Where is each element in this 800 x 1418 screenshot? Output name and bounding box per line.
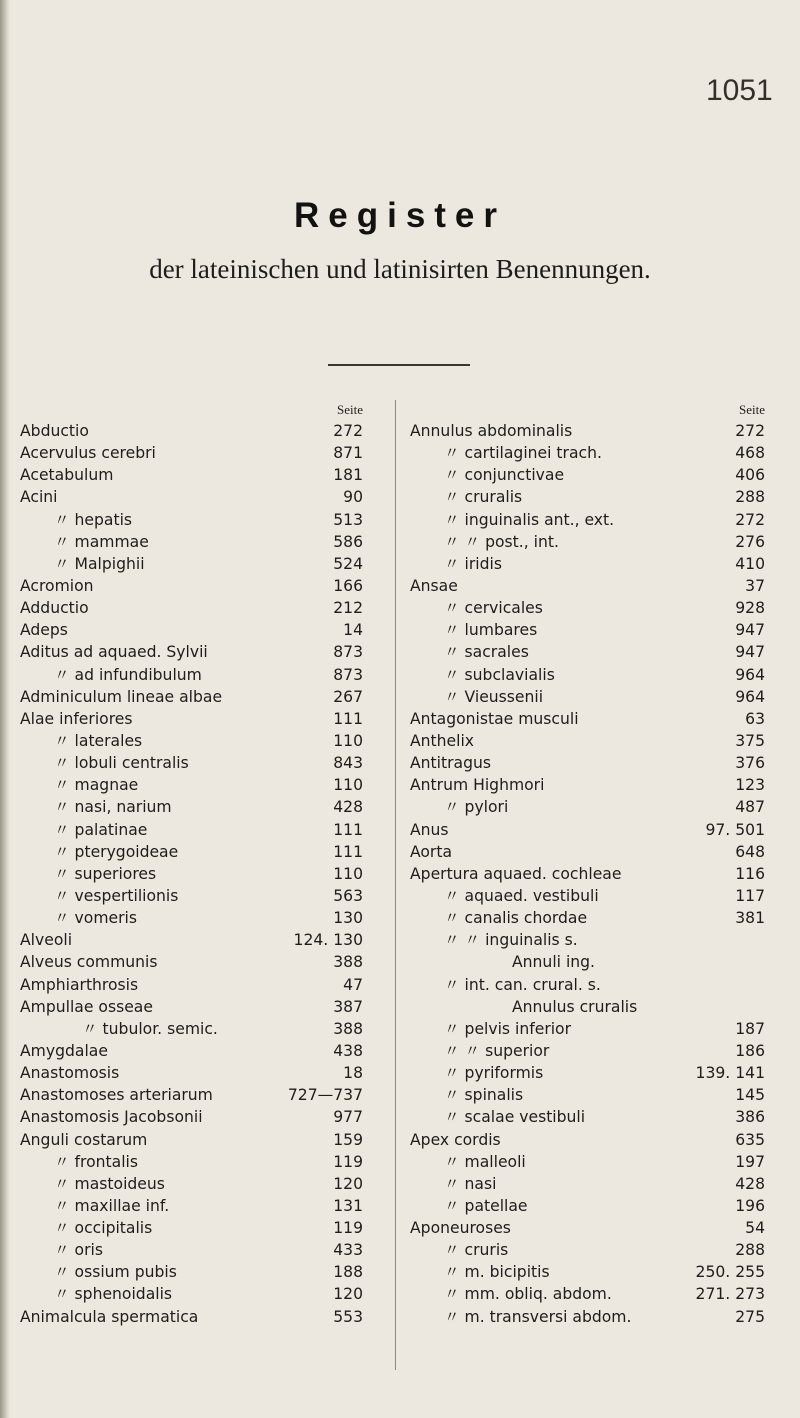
index-term: Adminiculum lineae albae xyxy=(20,687,223,706)
index-entry xyxy=(410,974,765,996)
index-term: 〃 Malpighii xyxy=(54,554,145,573)
page-reference: 54 xyxy=(745,1219,765,1238)
page-reference: 131 xyxy=(333,1196,363,1215)
page-reference: 159 xyxy=(333,1130,363,1149)
index-term: 〃 Vieussenii xyxy=(444,687,544,706)
index-entry xyxy=(410,929,765,951)
page-reference: 843 xyxy=(333,754,363,773)
index-entry xyxy=(20,1306,363,1328)
index-term: 〃 maxillae inf. xyxy=(54,1196,170,1215)
index-entry xyxy=(20,1062,363,1084)
index-entry xyxy=(410,442,765,464)
page-reference: 18 xyxy=(343,1064,363,1083)
index-term: Alveus communis xyxy=(20,953,158,972)
index-term: 〃 mastoideus xyxy=(54,1174,165,1193)
index-entry xyxy=(410,951,765,973)
page-reference: 145 xyxy=(735,1086,765,1105)
index-entry xyxy=(20,907,363,929)
page-reference: 116 xyxy=(735,864,765,883)
page-reference: 110 xyxy=(333,776,363,795)
page-reference: 111 xyxy=(333,820,363,839)
page-reference: 130 xyxy=(333,909,363,928)
page-reference: 487 xyxy=(735,798,765,817)
index-term: 〃 oris xyxy=(54,1241,103,1260)
index-entry xyxy=(410,553,765,575)
index-entry xyxy=(20,597,363,619)
page-reference: 387 xyxy=(333,997,363,1016)
index-term: Alveoli xyxy=(20,931,73,950)
page-reference: 250. 255 xyxy=(695,1263,765,1282)
index-term: 〃 iridis xyxy=(444,554,502,573)
index-entry xyxy=(410,619,765,641)
index-entry xyxy=(410,464,765,486)
index-entry xyxy=(20,1195,363,1217)
index-entry xyxy=(410,1084,765,1106)
index-term: Aorta xyxy=(410,842,453,861)
page-reference: 111 xyxy=(333,709,363,728)
index-entry xyxy=(20,996,363,1018)
index-entry xyxy=(20,974,363,996)
index-term: 〃 cervicales xyxy=(444,599,543,618)
index-entry xyxy=(410,1306,765,1328)
index-term: 〃 lumbares xyxy=(444,621,538,640)
index-entry xyxy=(20,796,363,818)
index-term: Anthelix xyxy=(410,731,475,750)
index-term: 〃 m. transversi abdom. xyxy=(444,1307,632,1326)
index-entry xyxy=(20,1239,363,1261)
page-reference: 139. 141 xyxy=(695,1064,765,1083)
index-term: 〃 vespertilionis xyxy=(54,886,179,905)
index-term: Alae inferiores xyxy=(20,709,133,728)
page-number: 1051 xyxy=(706,74,773,107)
page-reference: 468 xyxy=(735,444,765,463)
index-term: Anus xyxy=(410,820,449,839)
index-entry xyxy=(410,1217,765,1239)
index-term: 〃 laterales xyxy=(54,731,143,750)
index-column-right xyxy=(410,402,765,1328)
index-term: 〃 nasi xyxy=(444,1174,497,1193)
page-reference: 438 xyxy=(333,1041,363,1060)
index-entry xyxy=(410,1129,765,1151)
index-term: 〃 inguinalis ant., ext. xyxy=(444,510,615,529)
index-term: 〃 palatinae xyxy=(54,820,148,839)
index-entry xyxy=(410,597,765,619)
page-reference: 928 xyxy=(735,599,765,618)
index-entry xyxy=(20,664,363,686)
index-entry xyxy=(20,752,363,774)
index-entry xyxy=(20,1018,363,1040)
page-reference: 586 xyxy=(333,532,363,551)
index-entry xyxy=(410,1195,765,1217)
page-reference: 120 xyxy=(333,1285,363,1304)
index-term: Aponeuroses xyxy=(410,1219,511,1238)
page-reference: 288 xyxy=(735,488,765,507)
index-entry xyxy=(410,486,765,508)
page-reference: 117 xyxy=(735,886,765,905)
page-reference: 275 xyxy=(735,1307,765,1326)
index-term: 〃 mammae xyxy=(54,532,149,551)
index-term: Apex cordis xyxy=(410,1130,501,1149)
index-term: 〃 m. bicipitis xyxy=(444,1263,550,1282)
page-reference: 947 xyxy=(735,621,765,640)
page-reference: 196 xyxy=(735,1196,765,1215)
index-entry xyxy=(20,619,363,641)
page-reference: 272 xyxy=(735,510,765,529)
index-term: 〃 pyriformis xyxy=(444,1064,544,1083)
index-entry xyxy=(20,575,363,597)
page-reference: 197 xyxy=(735,1152,765,1171)
index-entry xyxy=(20,553,363,575)
index-entry xyxy=(20,1084,363,1106)
index-term: Amygdalae xyxy=(20,1041,108,1060)
column-header-seite: Seite xyxy=(739,402,765,417)
page-reference: 635 xyxy=(735,1130,765,1149)
index-entry xyxy=(20,841,363,863)
index-entry xyxy=(410,1151,765,1173)
page-reference: 276 xyxy=(735,532,765,551)
index-term: 〃 occipitalis xyxy=(54,1219,153,1238)
page-subtitle: der lateinischen und latinisirten Benennungen. xyxy=(149,254,651,284)
index-term: 〃 subclavialis xyxy=(444,665,555,684)
index-entry xyxy=(410,420,765,442)
page-reference: 381 xyxy=(735,909,765,928)
page-reference: 97. 501 xyxy=(705,820,765,839)
index-term: 〃 pelvis inferior xyxy=(444,1019,572,1038)
index-term: 〃 malleoli xyxy=(444,1152,526,1171)
index-entry xyxy=(410,841,765,863)
page-title: Register xyxy=(293,196,507,235)
index-term: Adeps xyxy=(20,621,68,640)
index-entry xyxy=(410,575,765,597)
index-term: 〃 hepatis xyxy=(54,510,133,529)
page-reference: 947 xyxy=(735,643,765,662)
page-reference: 871 xyxy=(333,444,363,463)
index-term: 〃 〃 inguinalis s. xyxy=(444,931,578,950)
index-term: 〃 scalae vestibuli xyxy=(444,1108,586,1127)
index-entry xyxy=(410,907,765,929)
page-reference: 166 xyxy=(333,576,363,595)
index-term: 〃 cruris xyxy=(444,1241,509,1260)
page-reference: 964 xyxy=(735,665,765,684)
page-reference: 188 xyxy=(333,1263,363,1282)
page-reference: 648 xyxy=(735,842,765,861)
index-entry xyxy=(20,486,363,508)
page-reference: 376 xyxy=(735,754,765,773)
entry-list xyxy=(20,420,363,1328)
index-entry xyxy=(410,686,765,708)
index-term: 〃 mm. obliq. abdom. xyxy=(444,1285,612,1304)
index-entry xyxy=(20,1129,363,1151)
page-reference: 120 xyxy=(333,1174,363,1193)
index-entry xyxy=(410,885,765,907)
index-term: 〃 aquaed. vestibuli xyxy=(444,886,599,905)
page-reference: 271. 273 xyxy=(695,1285,765,1304)
index-term: Anastomosis xyxy=(20,1064,120,1083)
page-reference: 406 xyxy=(735,466,765,485)
index-term: 〃 〃 post., int. xyxy=(444,532,559,551)
index-term: 〃 nasi, narium xyxy=(54,798,172,817)
index-entry xyxy=(20,863,363,885)
index-entry xyxy=(20,1040,363,1062)
index-term: 〃 pterygoideae xyxy=(54,842,179,861)
index-term: Ampullae osseae xyxy=(20,997,153,1016)
title-rule xyxy=(328,364,470,366)
index-column-left xyxy=(20,402,363,1328)
index-entry xyxy=(20,509,363,531)
page-reference: 524 xyxy=(333,554,363,573)
page-reference: 110 xyxy=(333,731,363,750)
page-reference: 110 xyxy=(333,864,363,883)
column-header-seite: Seite xyxy=(337,402,363,417)
index-entry xyxy=(410,509,765,531)
page-reference: 375 xyxy=(735,731,765,750)
index-term: Abductio xyxy=(20,422,89,440)
index-entry xyxy=(410,1173,765,1195)
page-reference: 272 xyxy=(735,422,765,440)
page-reference: 186 xyxy=(735,1041,765,1060)
index-term: Apertura aquaed. cochleae xyxy=(410,864,622,883)
index-entry xyxy=(410,1018,765,1040)
page-reference: 267 xyxy=(333,687,363,706)
index-entry xyxy=(410,996,765,1018)
index-entry xyxy=(20,730,363,752)
index-entry xyxy=(410,1040,765,1062)
page-reference: 977 xyxy=(333,1108,363,1127)
page-reference: 272 xyxy=(333,422,363,440)
index-term: Amphiarthrosis xyxy=(20,975,139,994)
page-reference: 428 xyxy=(333,798,363,817)
index-term: 〃 ad infundibulum xyxy=(54,665,202,684)
index-entry xyxy=(20,1151,363,1173)
index-term: 〃 tubulor. semic. xyxy=(82,1019,218,1038)
index-term: 〃 cartilaginei trach. xyxy=(444,444,602,463)
index-entry xyxy=(410,863,765,885)
index-term: Aditus ad aquaed. Sylvii xyxy=(20,643,208,662)
index-entry xyxy=(20,1173,363,1195)
index-term: Acetabulum xyxy=(20,466,114,485)
page-reference: 37 xyxy=(745,576,765,595)
page-reference: 288 xyxy=(735,1241,765,1260)
index-term: 〃 patellae xyxy=(444,1196,528,1215)
index-term: Antitragus xyxy=(410,754,491,773)
index-entry xyxy=(410,708,765,730)
index-term: Animalcula spermatica xyxy=(20,1307,199,1326)
entry-list xyxy=(410,420,765,1328)
page-reference: 428 xyxy=(735,1174,765,1193)
index-entry xyxy=(20,1217,363,1239)
index-term: 〃 int. can. crural. s. xyxy=(444,975,601,994)
index-entry xyxy=(410,641,765,663)
page-reference: 386 xyxy=(735,1108,765,1127)
index-entry xyxy=(20,819,363,841)
page-reference: 513 xyxy=(333,510,363,529)
index-term: Acini xyxy=(20,488,58,507)
index-term: 〃 superiores xyxy=(54,864,157,883)
page-reference: 873 xyxy=(333,665,363,684)
page-reference: 119 xyxy=(333,1219,363,1238)
column-divider xyxy=(395,400,396,1370)
index-entry xyxy=(410,1239,765,1261)
index-term: 〃 vomeris xyxy=(54,909,137,928)
index-term: 〃 frontalis xyxy=(54,1152,138,1171)
index-entry xyxy=(410,664,765,686)
index-term: 〃 〃 superior xyxy=(444,1041,550,1060)
page-reference: 14 xyxy=(343,621,363,640)
index-entry xyxy=(20,531,363,553)
page-reference: 212 xyxy=(333,599,363,618)
index-term: Anguli costarum xyxy=(20,1130,148,1149)
index-entry xyxy=(20,885,363,907)
index-term: Adductio xyxy=(20,599,89,618)
index-term: 〃 sacrales xyxy=(444,643,529,662)
index-term: Antrum Highmori xyxy=(410,776,545,795)
page-reference: 410 xyxy=(735,554,765,573)
index-term: 〃 spinalis xyxy=(444,1086,524,1105)
index-entry xyxy=(20,951,363,973)
index-term: 〃 conjunctivae xyxy=(444,466,565,485)
index-entry xyxy=(20,464,363,486)
index-term: Acervulus cerebri xyxy=(20,444,156,463)
index-term: Anastomoses arteriarum xyxy=(20,1086,213,1105)
index-entry xyxy=(410,730,765,752)
index-entry xyxy=(20,442,363,464)
index-entry xyxy=(410,1283,765,1305)
index-term: Ansae xyxy=(410,576,458,595)
index-entry xyxy=(410,752,765,774)
index-entry xyxy=(20,1261,363,1283)
page-reference: 111 xyxy=(333,842,363,861)
page-reference: 123 xyxy=(735,776,765,795)
index-term: 〃 lobuli centralis xyxy=(54,754,189,773)
index-entry xyxy=(410,531,765,553)
page-reference: 433 xyxy=(333,1241,363,1260)
page-reference: 63 xyxy=(745,709,765,728)
index-term: 〃 ossium pubis xyxy=(54,1263,177,1282)
index-entry xyxy=(410,1062,765,1084)
index-term: Antagonistae musculi xyxy=(410,709,579,728)
index-entry xyxy=(410,796,765,818)
index-term: 〃 canalis chordae xyxy=(444,909,588,928)
page-reference: 873 xyxy=(333,643,363,662)
page-reference: 181 xyxy=(333,466,363,485)
page-reference: 90 xyxy=(343,488,363,507)
page-reference: 388 xyxy=(333,953,363,972)
page-reference: 563 xyxy=(333,886,363,905)
index-term: Annuli ing. xyxy=(512,953,596,972)
index-entry xyxy=(410,819,765,841)
page-reference: 119 xyxy=(333,1152,363,1171)
index-term: 〃 sphenoidalis xyxy=(54,1285,173,1304)
index-term: 〃 cruralis xyxy=(444,488,523,507)
index-term: Acromion xyxy=(20,576,94,595)
page-reference: 124. 130 xyxy=(293,931,363,950)
index-term: Annulus cruralis xyxy=(512,997,638,1016)
index-entry xyxy=(20,420,363,442)
index-entry xyxy=(410,1106,765,1128)
page-reference: 187 xyxy=(735,1019,765,1038)
page-reference: 964 xyxy=(735,687,765,706)
index-term: 〃 pylori xyxy=(444,798,509,817)
index-entry xyxy=(20,1283,363,1305)
page-reference: 727—737 xyxy=(287,1086,363,1105)
index-entry xyxy=(410,1261,765,1283)
index-entry xyxy=(20,641,363,663)
index-entry xyxy=(20,1106,363,1128)
index-entry xyxy=(20,686,363,708)
index-entry xyxy=(20,929,363,951)
index-entry xyxy=(410,774,765,796)
page-reference: 47 xyxy=(343,975,363,994)
index-term: Anastomosis Jacobsonii xyxy=(20,1108,203,1127)
index-term: Annulus abdominalis xyxy=(410,422,573,440)
index-entry xyxy=(20,708,363,730)
page-reference: 553 xyxy=(333,1307,363,1326)
index-term: 〃 magnae xyxy=(54,776,139,795)
index-entry xyxy=(20,774,363,796)
page-reference: 388 xyxy=(333,1019,363,1038)
